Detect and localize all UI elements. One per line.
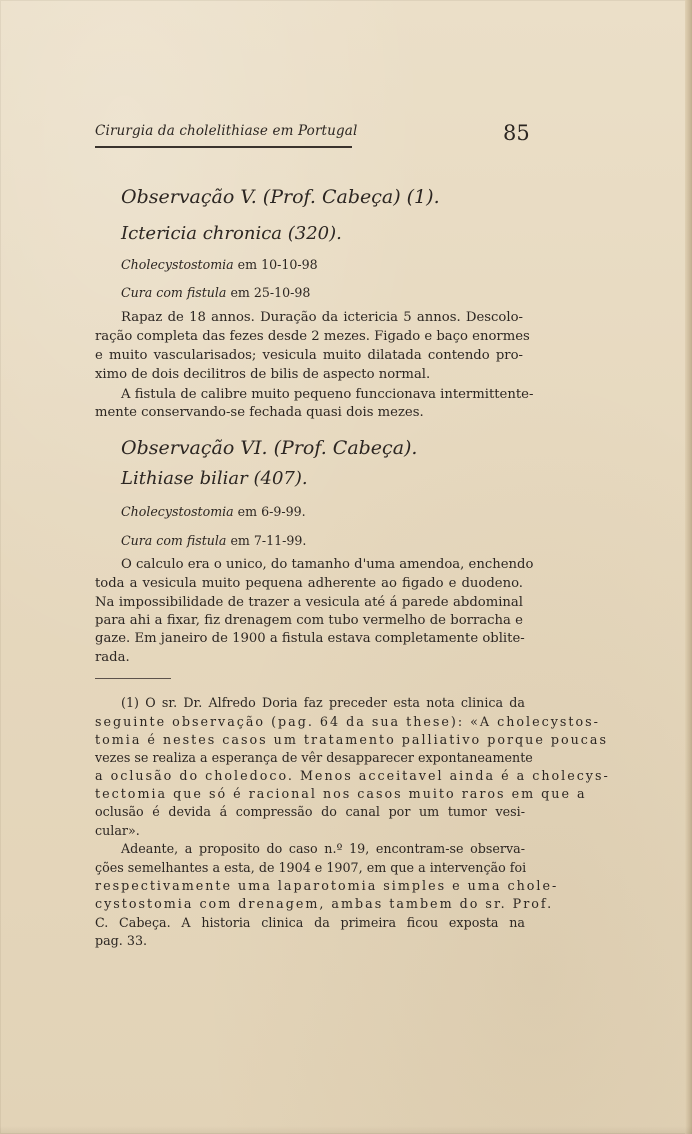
observation-5-subtitle: Ictericia chronica (320).	[121, 223, 342, 244]
footnote-line-8: cular».	[95, 823, 140, 838]
footnote-line-14: pag. 33.	[95, 933, 148, 948]
footnote-rule	[95, 678, 171, 679]
observation-6-outcome-label: Cura com fistula	[121, 533, 227, 548]
observation-6-meta-line-2	[121, 533, 306, 548]
observation-5-line-6: mente conservando-se fechada quasi dois mezes.	[95, 405, 424, 420]
observation-6-title: Observação VI. (Prof. Cabeça).	[121, 437, 418, 459]
observation-6-meta-line-1	[121, 504, 306, 519]
observation-5-line-4: ximo de dois decilitros de bilis de aspecto normal.	[95, 367, 431, 382]
footnote-line-7: oclusão é devida á compressão do canal por um tumor vesi-	[95, 804, 525, 819]
observation-5-title: Observação V. (Prof. Cabeça) (1).	[121, 186, 440, 208]
observation-6-line-3: Na impossibilidade de trazer a vesicula até á parede abdominal	[95, 595, 523, 610]
footnote-line-11: respectivamente uma laparotomia simples e uma chole-	[95, 878, 559, 893]
observation-5-outcome-label: Cura com fistula	[121, 285, 227, 300]
observation-5-line-3: e muito vascularisados; vesicula muito dilatada contendo pro-	[95, 348, 523, 363]
page-bottom-shadow	[0, 1126, 692, 1134]
header-rule	[95, 146, 352, 148]
observation-5-line-5: A fistula de calibre muito pequeno funccionava intermittente-	[121, 387, 534, 402]
running-header-title: Cirurgia da cholelithiase em Portugal	[95, 123, 358, 139]
observation-5-meta-line-1	[121, 257, 318, 272]
observation-6-procedure-label: Cholecystostomia	[121, 504, 234, 519]
observation-6-line-5: gaze. Em janeiro de 1900 a fistula estava completamente oblite-	[95, 631, 525, 646]
footnote-line-5: a oclusão do choledoco. Menos acceitavel ainda é a cholecys-	[95, 768, 610, 783]
observation-6-line-2: toda a vesicula muito pequena adherente ao figado e duodeno.	[95, 576, 523, 591]
footnote-line-2: seguinte observação (pag. 64 da sua these): «A cholecystos-	[95, 714, 600, 729]
observation-5-meta-line-2	[121, 285, 310, 300]
observation-6-subtitle: Lithiase biliar (407).	[121, 468, 308, 489]
observation-6-line-6: rada.	[95, 650, 130, 665]
observation-6-line-1: O calculo era o unico, do tamanho d'uma amendoa, enchendo	[121, 557, 534, 572]
footnote-line-4: vezes se realiza a esperança de vêr desapparecer expontaneamente	[95, 750, 533, 765]
footnote-line-1: (1) O sr. Dr. Alfredo Doria faz preceder esta nota clinica da	[121, 695, 525, 710]
observation-5-procedure-date: em 10-10-98	[233, 257, 318, 272]
footnote-line-13: C. Cabeça. A historia clinica da primeira ficou exposta na	[95, 915, 525, 930]
page-number: 85	[503, 121, 530, 145]
observation-6-procedure-date: em 6-9-99.	[233, 504, 306, 519]
observation-5-outcome-date: em 25-10-98	[226, 285, 311, 300]
footnote-line-12: cystostomia com drenagem, ambas tambem do sr. Prof.	[95, 896, 554, 911]
observation-5-line-2: ração completa das fezes desde 2 mezes. Figado e baço enormes	[95, 329, 530, 344]
observation-6-line-4: para ahi a fixar, fiz drenagem com tubo vermelho de borracha e	[95, 613, 523, 628]
page-edge-shadow	[685, 0, 692, 1134]
footnote-line-10: ções semelhantes a esta, de 1904 e 1907, em que a intervenção foi	[95, 860, 527, 875]
footnote-line-6: tectomia que só é racional nos casos muito raros em que a	[95, 786, 587, 801]
footnote-line-9: Adeante, a proposito do caso n.º 19, encontram-se observa-	[121, 841, 525, 856]
observation-6-outcome-date: em 7-11-99.	[226, 533, 307, 548]
observation-5-line-1: Rapaz de 18 annos. Duração da ictericia 5 annos. Descolo-	[121, 310, 523, 325]
footnote-line-3: tomia é nestes casos um tratamento palliativo porque poucas	[95, 732, 608, 747]
observation-5-procedure-label: Cholecystostomia	[121, 257, 234, 272]
